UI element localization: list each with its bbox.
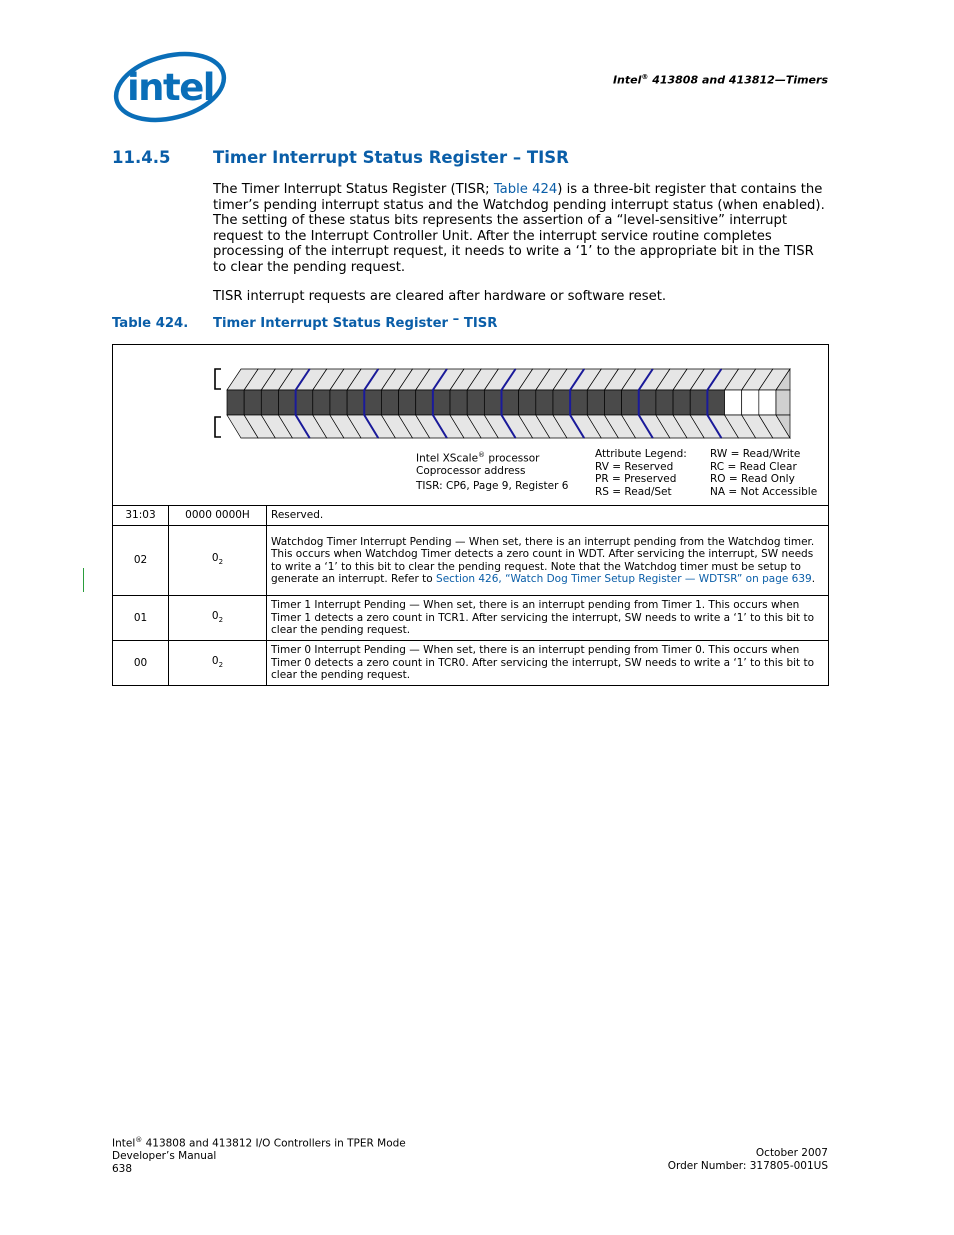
bit-cell-reserved xyxy=(639,390,656,415)
intel-logo-text: intel xyxy=(127,66,214,109)
bit-cell-reserved xyxy=(244,390,261,415)
bit-cell-reserved xyxy=(707,390,724,415)
description-cell: Timer 0 Interrupt Pending — When set, there is an interrupt pending from Timer 0. This occurs when Timer 0 detects a zero count in TCR0. After servicing the interrupt, SW needs to write a ‘1’ to this bit to clear the pending request. xyxy=(267,641,829,686)
bit-cell-access xyxy=(759,390,776,415)
section-number: 11.4.5 xyxy=(112,148,171,167)
processor-info: Intel XScale® processor Coprocessor address TISR: CP6, Page 9, Register 6 xyxy=(416,451,569,492)
bit-cell-reserved xyxy=(570,390,587,415)
body-paragraph-2: TISR interrupt requests are cleared after hardware or software reset. xyxy=(213,289,667,304)
default-cell: $0_2$ xyxy=(169,526,267,596)
bracket-bottom xyxy=(215,417,221,437)
bit-cell-reserved xyxy=(604,390,621,415)
bit-cell-reserved xyxy=(261,390,278,415)
bit-cell-reserved xyxy=(296,390,313,415)
attribute-legend-col2: RW = Read/Write RC = Read Clear RO = Read Only NA = Not Accessible xyxy=(710,448,818,498)
default-cell: $0_2$ xyxy=(169,641,267,686)
bit-cell-reserved xyxy=(330,390,347,415)
default-cell: 0000 0000H xyxy=(169,506,267,526)
description-cell: Watchdog Timer Interrupt Pending — When set, there is an interrupt pending from the Watchdog timer. This occurs when Watchdog Timer detects a zero count in WDT. After servicing the interrupt, SW needs to write a ‘1’ to this bit to clear the pending request. Note that the Watchdog timer must be setup to generate an interrupt. Refer to Section 426, “Watch Dog Timer Setup Register — WDTSR” on page 639. xyxy=(267,526,829,596)
bit-cell-reserved xyxy=(278,390,295,415)
table-row xyxy=(113,526,829,596)
bit-cell-reserved xyxy=(450,390,467,415)
bit-cell-reserved xyxy=(347,390,364,415)
section-heading xyxy=(112,148,569,167)
change-bar xyxy=(83,568,84,592)
diagram-edge-mid xyxy=(776,390,790,415)
bit-cell-reserved xyxy=(416,390,433,415)
bit-description-table xyxy=(112,505,829,686)
bit-cell-reserved xyxy=(536,390,553,415)
table-row xyxy=(113,506,829,526)
bits-cell: 31:03 xyxy=(113,506,169,526)
table-424-link[interactable]: Table 424 xyxy=(493,182,558,197)
attribute-legend-col1: Attribute Legend: RV = Reserved PR = Preserved RS = Read/Set xyxy=(595,448,687,498)
bits-cell: 00 xyxy=(113,641,169,686)
description-cell: Reserved. xyxy=(267,506,829,526)
bits-cell: 01 xyxy=(113,596,169,641)
bits-cell: 02 xyxy=(113,526,169,596)
table-caption: Table 424. Timer Interrupt Status Register – TISR xyxy=(112,312,498,331)
bit-cell-access xyxy=(725,390,742,415)
bit-cell-reserved xyxy=(656,390,673,415)
bit-cell-reserved xyxy=(690,390,707,415)
table-row xyxy=(113,641,829,686)
register-diagram-box xyxy=(112,344,829,506)
bit-cell-reserved xyxy=(502,390,519,415)
bit-cell-reserved xyxy=(467,390,484,415)
bit-cell-reserved xyxy=(364,390,381,415)
section-title: Timer Interrupt Status Register – TISR xyxy=(213,148,569,167)
default-cell: $0_2$ xyxy=(169,596,267,641)
bit-cell-reserved xyxy=(519,390,536,415)
footer-right: October 2007 Order Number: 317805-001US xyxy=(667,1147,828,1172)
bit-cell-reserved xyxy=(622,390,639,415)
page-number: 638 xyxy=(112,1162,133,1175)
bracket-top xyxy=(215,369,221,389)
bit-cell-reserved xyxy=(399,390,416,415)
bit-cell-reserved xyxy=(433,390,450,415)
body-paragraph: The Timer Interrupt Status Register (TISR; Table 424) is a three-bit register that contains the timer’s pending interrupt status and the Watchdog pending interrupt status (when enabled). The setting of these status bits represents the assertion of a “level-sensitive” interrupt request to the Interrupt Controller Unit. After the interrupt service routine completes processing of the interrupt request, it needs to write a ‘1’ to the appropriate bit in the TISR to clear the pending request. xyxy=(213,182,825,275)
table-row xyxy=(113,596,829,641)
bit-cell-reserved xyxy=(587,390,604,415)
intel-logo xyxy=(110,48,228,126)
bit-cell-reserved xyxy=(313,390,330,415)
bit-cell-reserved xyxy=(673,390,690,415)
bit-cell-reserved xyxy=(227,390,244,415)
footer-left: Intel® 413808 and 413812 I/O Controllers in TPER Mode Developer’s Manual 638 xyxy=(112,1136,406,1175)
bit-cell-reserved xyxy=(484,390,501,415)
description-cell: Timer 1 Interrupt Pending — When set, there is an interrupt pending from Timer 1. This occurs when Timer 1 detects a zero count in TCR1. After servicing the interrupt, SW needs to write a ‘1’ to this bit to clear the pending request. xyxy=(267,596,829,641)
bit-cell-reserved xyxy=(553,390,570,415)
bit-cell-access xyxy=(742,390,759,415)
section-426-link[interactable]: Section 426, “Watch Dog Timer Setup Register — WDTSR” on page 639 xyxy=(436,572,812,585)
running-header: Intel® 413808 and 413812—Timers xyxy=(612,73,828,87)
bit-cell-reserved xyxy=(381,390,398,415)
